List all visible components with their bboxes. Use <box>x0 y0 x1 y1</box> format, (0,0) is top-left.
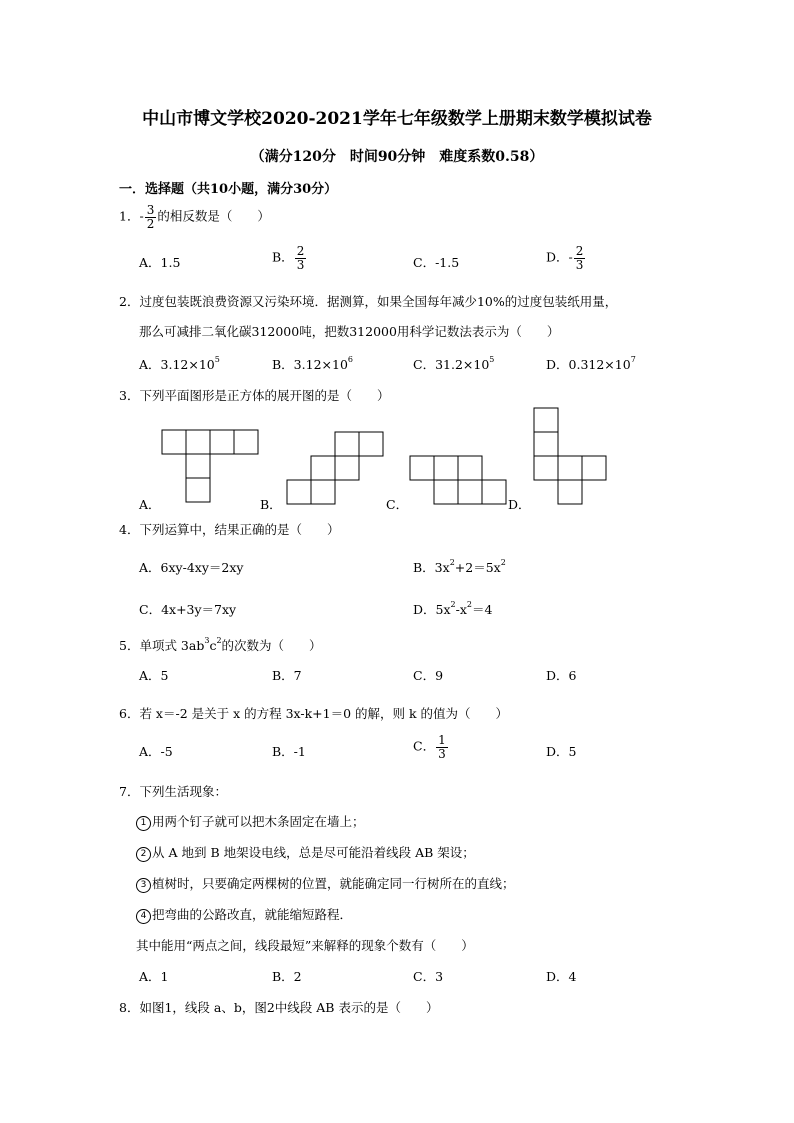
q1-option-a[interactable]: A．1.5 <box>139 255 181 270</box>
q4-option-b[interactable]: B．$3x^2+2=5x^2$ <box>413 558 506 575</box>
q7-option-d[interactable]: D．4 <box>546 969 577 984</box>
q3-option-c[interactable]: C． <box>386 497 409 512</box>
cube-net-c <box>408 454 508 506</box>
question-number: 1． <box>119 208 140 224</box>
cube-net-b <box>285 430 385 506</box>
cube-net-d <box>532 406 608 506</box>
question-7: 7．下列生活现象： <box>119 784 227 799</box>
q7-question: 其中能用“两点之间，线段最短”来解释的现象个数有（ ） <box>136 938 474 953</box>
circled-number-icon: 1 <box>136 816 151 831</box>
circled-number-icon: 4 <box>136 909 151 924</box>
q6-option-b[interactable]: B．-1 <box>272 744 306 759</box>
q6-option-c[interactable]: C． $\frac{1}{3}$ <box>413 733 446 761</box>
q6-option-d[interactable]: D．5 <box>546 744 577 759</box>
exam-title: 中山市博文学校2020-2021学年七年级数学上册期末数学模拟试卷 <box>142 109 652 129</box>
question-text: 的相反数是（ ） <box>157 208 270 224</box>
circled-number-icon: 2 <box>136 847 151 862</box>
q7-item-1: 1 用两个钉子就可以把木条固定在墙上； <box>136 812 365 831</box>
question-5: 5．单项式 $3ab^3c^2$的次数为（ ） <box>119 636 322 653</box>
q5-option-d[interactable]: D．6 <box>546 668 577 683</box>
q2-option-d[interactable]: D．$0.312\times 10^7$ <box>546 355 636 372</box>
q4-option-a[interactable]: A．6xy-4xy＝2xy <box>139 560 244 575</box>
question-3: 3．下列平面图形是正方体的展开图的是（ ） <box>119 388 390 403</box>
question-2-line2: 那么可减排二氧化碳312000吨，把数312000用科学记数法表示为（ ） <box>139 324 560 339</box>
q2-option-a[interactable]: A．$3.12\times 10^5$ <box>139 355 220 372</box>
q1-option-c[interactable]: C．-1.5 <box>413 255 460 270</box>
question-2-line1: 2．过度包装既浪费资源又污染环境．据测算，如果全国每年减少10%的过度包装纸用量， <box>119 294 618 309</box>
fraction-sign: - <box>139 208 144 224</box>
q2-option-b[interactable]: B．$3.12\times 10^6$ <box>272 355 353 372</box>
q6-option-a[interactable]: A．-5 <box>139 744 173 759</box>
q7-option-b[interactable]: B．2 <box>272 969 302 984</box>
question-8: 8．如图1，线段 a、b，图2中线段 AB 表示的是（ ） <box>119 1000 439 1015</box>
q5-option-a[interactable]: A．5 <box>139 668 169 683</box>
q4-option-d[interactable]: D．$5x^2-x^2=4$ <box>413 600 493 617</box>
question-1 <box>119 204 270 230</box>
cube-net-a <box>160 428 260 506</box>
q3-option-a[interactable]: A． <box>139 497 161 512</box>
fraction: $\frac{3}{2}$ <box>146 203 155 231</box>
circled-number-icon: 3 <box>136 878 151 893</box>
q5-option-c[interactable]: C．9 <box>413 668 444 683</box>
q5-option-b[interactable]: B．7 <box>272 668 302 683</box>
q7-option-c[interactable]: C．3 <box>413 969 444 984</box>
q7-item-3: 3 植树时，只要确定两棵树的位置，就能确定同一行树所在的直线； <box>136 874 515 893</box>
question-6: 6．若 x＝-2 是关于 x 的方程 3x-k+1＝0 的解，则 k 的值为（ ） <box>119 706 509 721</box>
exam-subtitle: （满分120分 时间90分钟 难度系数0.58） <box>250 149 544 165</box>
section-heading: 一．选择题（共10小题，满分30分） <box>119 182 338 197</box>
q2-option-c[interactable]: C．$31.2\times 10^5$ <box>413 355 495 372</box>
q7-item-4: 4 把弯曲的公路改直，就能缩短路程． <box>136 905 352 924</box>
q7-item-2: 2 从 A 地到 B 地架设电线，总是尽可能沿着线段 AB 架设； <box>136 843 475 862</box>
q1-option-b[interactable]: B． $\frac{2}{3}$ <box>272 244 305 272</box>
q1-option-d[interactable]: D．- $\frac{2}{3}$ <box>546 244 584 272</box>
q7-option-a[interactable]: A．1 <box>139 969 169 984</box>
q4-option-c[interactable]: C．4x+3y＝7xy <box>139 602 237 617</box>
q3-option-b[interactable]: B． <box>260 497 282 512</box>
q3-option-d[interactable]: D． <box>508 497 531 512</box>
question-4: 4．下列运算中，结果正确的是（ ） <box>119 522 340 537</box>
